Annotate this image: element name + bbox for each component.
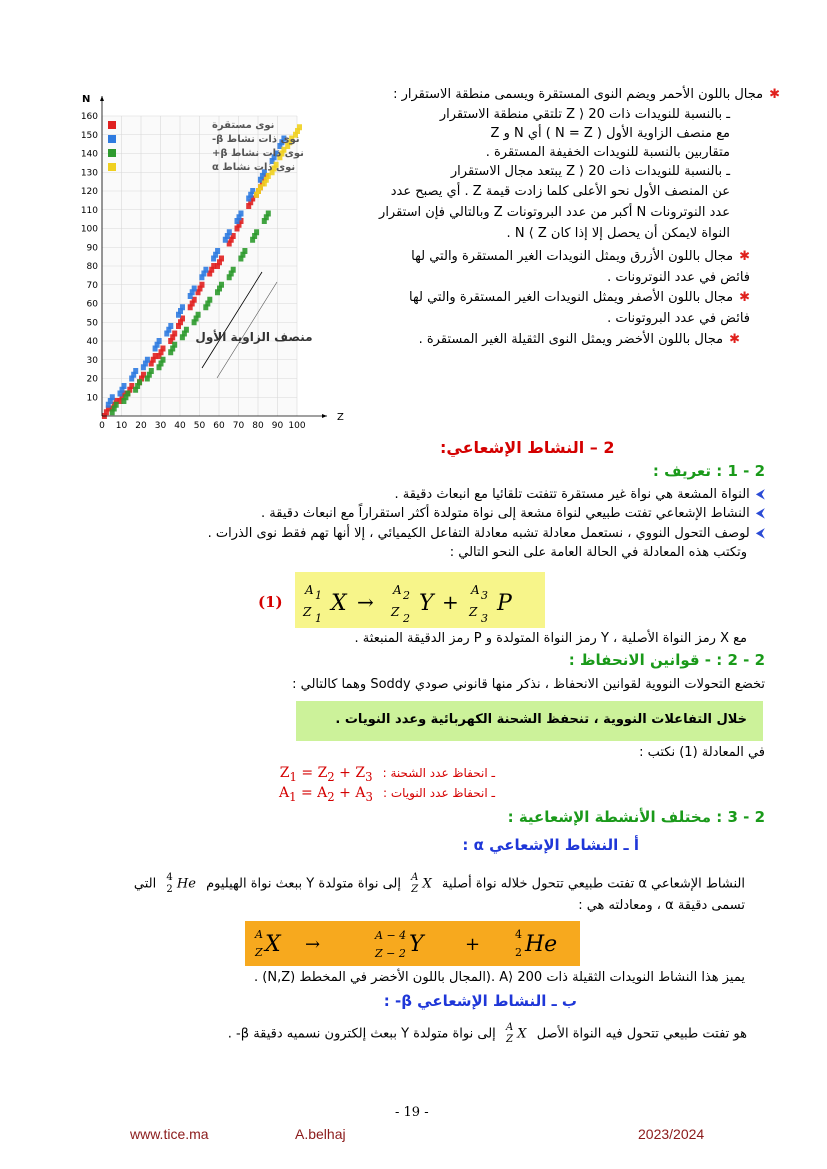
data-point-beta-plus xyxy=(161,357,166,363)
intro-line-7: عدد النوترونات N أكبر من عدد البروتونات Z وبالتالي فإن استقرار xyxy=(379,205,730,220)
alpha-text-line-2: تسمى دقيقة α ، ومعادلته هي : xyxy=(578,898,745,913)
nucleon-conservation-label: ـ انحفاظ عدد النويات : xyxy=(383,786,495,800)
data-point-beta-minus xyxy=(157,338,162,344)
footer-year: 2023/2024 xyxy=(638,1126,705,1142)
x-tick-label: 0 xyxy=(99,421,105,431)
intro-line-6: عن المنصف الأول نحو الأعلى كلما زادت قيمة Z . أي يصبح عدد xyxy=(390,184,730,199)
svg-text:2: 2 xyxy=(515,946,522,959)
legend-swatch xyxy=(108,121,116,129)
y-axis-label: N xyxy=(82,94,91,105)
data-point-beta-plus xyxy=(184,327,189,333)
svg-text:3: 3 xyxy=(481,612,488,625)
data-point-beta-minus xyxy=(133,368,138,374)
bullet-star-icon: ✱ xyxy=(729,332,740,347)
intro-line-9 xyxy=(411,248,750,265)
def-text-2: النشاط الإشعاعي تفتت طبيعي لنواة مشعة إلى نواة متولدة أكثر استقراراً مع انبعاث دقيقة . xyxy=(261,506,750,521)
equation-1-box xyxy=(295,572,545,628)
y-tick-label: 60 xyxy=(86,299,98,310)
intro-line-1 xyxy=(393,86,780,103)
intro-line-3: مع منصف الزاوية الأول ( N = Z ) أي N و Z xyxy=(490,126,730,141)
data-point-beta-minus xyxy=(192,286,197,292)
def-text-1: النواة المشعة هي نواة غير مستقرة تتفتت تلقائيا مع انبعاث دقيقة . xyxy=(394,487,750,502)
data-point-beta-minus xyxy=(203,267,208,273)
intro-line-11 xyxy=(409,289,750,306)
intro-line-5: ـ بالنسبة للنويدات ذات 20 ⟨ Z يبتعد مجال الاستقرار xyxy=(450,164,730,179)
helium-symbol: 4 2 He xyxy=(166,872,196,895)
x-tick-label: 20 xyxy=(135,421,147,431)
section-2-2-title: 2 - 2 : - قوانين الانحفاظ : xyxy=(568,651,765,669)
intro-line-12: فائض في عدد البروتونات . xyxy=(607,311,750,326)
data-point-stable xyxy=(200,282,205,288)
footer-author: A.belhaj xyxy=(295,1126,346,1142)
alpha-text-1a: النشاط الإشعاعي α تفتت طبيعي تتحول خلاله نواة أصلية xyxy=(441,876,745,892)
data-point-beta-minus xyxy=(168,323,173,329)
y-tick-label: 90 xyxy=(86,243,98,254)
svg-text:→: → xyxy=(357,590,374,614)
data-point-stable xyxy=(172,331,177,337)
data-point-beta-plus xyxy=(125,391,130,397)
section-2-3-title: 2 - 3 : مختلف الأنشطة الإشعاعية : xyxy=(507,808,765,826)
beta-text-1b: إلى نواة متولدة Y ببعث إلكترون نسميه دقيقة β- . xyxy=(227,1026,496,1042)
conservation-intro: تخضع التحولات النووية لقوانين الانحفاظ ، نذكر منها قانوني صودي Soddy وهما كالتالي : xyxy=(292,677,765,692)
y-tick-label: 160 xyxy=(80,112,98,122)
y-tick-label: 50 xyxy=(86,318,98,329)
def-bullet-1 xyxy=(394,486,765,503)
y-tick-label: 20 xyxy=(86,374,98,385)
legend-swatch xyxy=(108,163,116,171)
equation-number: (1) xyxy=(258,593,283,611)
page-number: - 19 - xyxy=(395,1105,429,1120)
svg-text:A: A xyxy=(255,928,263,941)
data-point-beta-plus xyxy=(137,379,142,385)
y-tick-label: 30 xyxy=(86,355,98,366)
legend-swatch xyxy=(108,135,116,143)
conservation-box-text: خلال التفاعلات النووية ، تنحفظ الشحنة الكهربائية وعدد النويات . xyxy=(335,712,747,727)
bullet-star-icon: ✱ xyxy=(739,249,750,264)
y-tick-label: 80 xyxy=(86,262,98,272)
svg-text:2: 2 xyxy=(403,612,410,625)
def-line-4: وتكتب هذه المعادلة في الحالة العامة على النحو التالي : xyxy=(449,545,747,560)
bisector-annotation: منصف الزاوية الأول xyxy=(195,330,313,344)
intro-text-1: مجال باللون الأحمر ويضم النوى المستقرة ويسمى منطقة الاستقرار : xyxy=(393,87,764,102)
intro-block xyxy=(300,86,780,386)
chevron-left-icon: ⮜ xyxy=(755,506,765,521)
section-2-1-title: 2 - 1 : تعريف : xyxy=(652,462,765,480)
in-equation-label: في المعادلة (1) نكتب : xyxy=(639,745,765,760)
data-point-beta-minus xyxy=(110,394,115,400)
data-point-beta-plus xyxy=(242,248,247,254)
svg-text:1: 1 xyxy=(315,612,322,625)
conservation-box xyxy=(296,701,763,741)
footer-site[interactable]: www.tice.ma xyxy=(130,1126,209,1142)
alpha-text-1b: إلى نواة متولدة Y ببعث نواة الهيليوم xyxy=(206,876,402,892)
y-tick-label: 40 xyxy=(86,337,98,347)
x-tick-label: 50 xyxy=(193,421,206,431)
data-point-beta-plus xyxy=(114,402,119,408)
svg-text:A: A xyxy=(471,583,480,597)
nucleus-x-symbol-2: A Z X xyxy=(505,1022,527,1045)
intro-text-9: مجال باللون الأزرق ويمثل النويدات الغير المستقرة والتي لها xyxy=(411,249,734,264)
intro-line-4: متقاربين بالنسبة للنويدات الخفيفة المستقرة . xyxy=(485,145,730,160)
data-point-beta-minus xyxy=(145,357,150,363)
svg-text:2: 2 xyxy=(403,589,410,602)
alpha-text-line-3: يميز هذا النشاط النويدات الثقيلة ذات A⟩ 200 .(المجال باللون الأخضر في المخطط (N,Z) . xyxy=(254,970,745,985)
svg-text:1: 1 xyxy=(315,589,322,602)
y-tick-label: 70 xyxy=(86,280,98,291)
chart-grid xyxy=(102,116,297,416)
data-point-beta-minus xyxy=(122,383,127,389)
svg-text:He: He xyxy=(525,932,558,957)
beta-text-1a: هو تفتت طبيعي تتحول فيه النواة الأصل xyxy=(536,1026,747,1042)
legend-label: نوى مستقرة xyxy=(212,120,275,131)
bullet-star-icon: ✱ xyxy=(769,87,780,102)
svg-text:+: + xyxy=(442,590,459,614)
charge-conservation xyxy=(280,765,495,786)
y-tick-label: 10 xyxy=(86,393,98,404)
svg-text:→: → xyxy=(305,934,321,955)
x-tick-label: 80 xyxy=(252,421,264,431)
def-bullet-2 xyxy=(261,505,765,522)
svg-text:Z − 2: Z − 2 xyxy=(375,947,406,960)
y-tick-label: 130 xyxy=(80,168,98,179)
alpha-text-line-1 xyxy=(134,872,745,896)
charge-conservation-label: ـ انحفاظ عدد الشحنة : xyxy=(382,766,495,780)
chevron-left-icon: ⮜ xyxy=(755,526,765,541)
beta-title: ب ـ النشاط الإشعاعي β- : xyxy=(383,992,577,1010)
data-point-beta-plus xyxy=(172,342,177,348)
svg-text:A − 4: A − 4 xyxy=(375,929,407,942)
x-tick-label: 90 xyxy=(271,421,284,431)
x-tick-label: 70 xyxy=(232,421,245,431)
data-point-beta-minus xyxy=(239,211,244,217)
x-tick-label: 60 xyxy=(213,421,225,431)
y-tick-label: 100 xyxy=(80,224,98,235)
y-tick-label: 150 xyxy=(80,130,98,141)
data-point-beta-plus xyxy=(231,267,236,273)
svg-text:Z: Z xyxy=(469,605,478,619)
x-tick-label: 40 xyxy=(174,421,186,431)
nucleus-x-symbol: A Z X xyxy=(411,872,432,895)
svg-text:X: X xyxy=(331,591,347,616)
svg-text:4: 4 xyxy=(515,928,522,941)
y-tick-label: 140 xyxy=(80,149,98,160)
y-axis-arrow xyxy=(100,96,104,101)
y-tick-label: 110 xyxy=(80,205,98,216)
svg-text:P: P xyxy=(497,591,512,616)
alpha-title: أ ـ النشاط الإشعاعي α : xyxy=(462,836,639,854)
charge-conservation-equation: $Z_1 = Z_2 + Z_3$ xyxy=(279,765,373,784)
data-point-beta-plus xyxy=(254,229,259,235)
def-bullet-3 xyxy=(208,525,765,542)
data-point-beta-minus xyxy=(227,229,232,235)
legend-swatch xyxy=(108,149,116,157)
data-point-stable xyxy=(161,346,166,352)
x-tick-label: 10 xyxy=(115,421,128,431)
data-point-beta-plus xyxy=(149,368,154,374)
intro-line-13 xyxy=(419,331,740,348)
legend-label: نوى ذات نشاط β+ xyxy=(212,148,304,159)
equation-1 xyxy=(295,572,545,628)
x-tick-label: 100 xyxy=(288,421,306,431)
svg-text:3: 3 xyxy=(481,589,488,602)
data-point-beta-plus xyxy=(219,282,224,288)
nucleon-conservation xyxy=(279,785,495,806)
svg-text:+: + xyxy=(465,934,481,955)
svg-text:Y: Y xyxy=(419,591,434,616)
legend-label: نوى ذات نشاط β- xyxy=(212,134,300,145)
intro-line-2: ـ بالنسبة للنويدات ذات 20 ⟨ Z تلتقي منطقة الاستقرار xyxy=(439,107,730,122)
alpha-equation xyxy=(245,921,580,966)
intro-text-13: مجال باللون الأخضر ويمثل النوى الثقيلة الغير المستقرة . xyxy=(418,332,724,347)
nucleon-conservation-equation: $A_1 = A_2 + A_3$ xyxy=(279,785,373,804)
chevron-left-icon: ⮜ xyxy=(755,487,765,502)
intro-text-11: مجال باللون الأصفر ويمثل النويدات الغير المستقرة والتي لها xyxy=(409,290,734,305)
data-point-beta-minus xyxy=(215,248,220,254)
svg-text:Z: Z xyxy=(303,605,312,619)
equation-note: مع X رمز النواة الأصلية ، Y رمز النواة المتولدة و P رمز الدقيقة المنبعثة . xyxy=(354,631,747,646)
data-point-stable xyxy=(219,256,224,262)
x-axis-arrow xyxy=(322,414,327,418)
data-point-beta-minus xyxy=(180,304,185,310)
svg-text:X: X xyxy=(265,932,281,957)
intro-line-8: النواة لايمكن أن يحصل إلا إذا كان N ⟨ Z . xyxy=(506,226,730,241)
data-point-beta-plus xyxy=(196,312,201,318)
data-point-beta-plus xyxy=(266,211,271,217)
data-point-beta-plus xyxy=(207,297,212,303)
y-tick-label: 120 xyxy=(80,187,98,197)
def-text-3: لوصف التحول النووي ، نستعمل معادلة تشبه معادلة التفاعل الكيميائي ، إلا أنها تهم فقط نوى الذرات . xyxy=(207,526,750,541)
alpha-equation-box xyxy=(245,921,580,966)
svg-text:A: A xyxy=(305,583,314,597)
intro-line-10: فائض في عدد النوترونات . xyxy=(607,270,750,285)
svg-text:Z: Z xyxy=(255,946,263,959)
legend-label: نوى ذات نشاط α xyxy=(212,162,296,173)
svg-text:A: A xyxy=(393,583,402,597)
svg-text:Z: Z xyxy=(391,605,400,619)
bullet-star-icon: ✱ xyxy=(739,290,750,305)
x-axis-label: Z xyxy=(337,412,344,423)
alpha-text-1c: التي xyxy=(133,876,157,892)
section-2-title: 2 – النشاط الإشعاعي: xyxy=(440,438,615,457)
svg-text:Y: Y xyxy=(409,932,424,957)
x-tick-label: 30 xyxy=(154,421,167,431)
beta-text-line-1 xyxy=(228,1022,747,1046)
